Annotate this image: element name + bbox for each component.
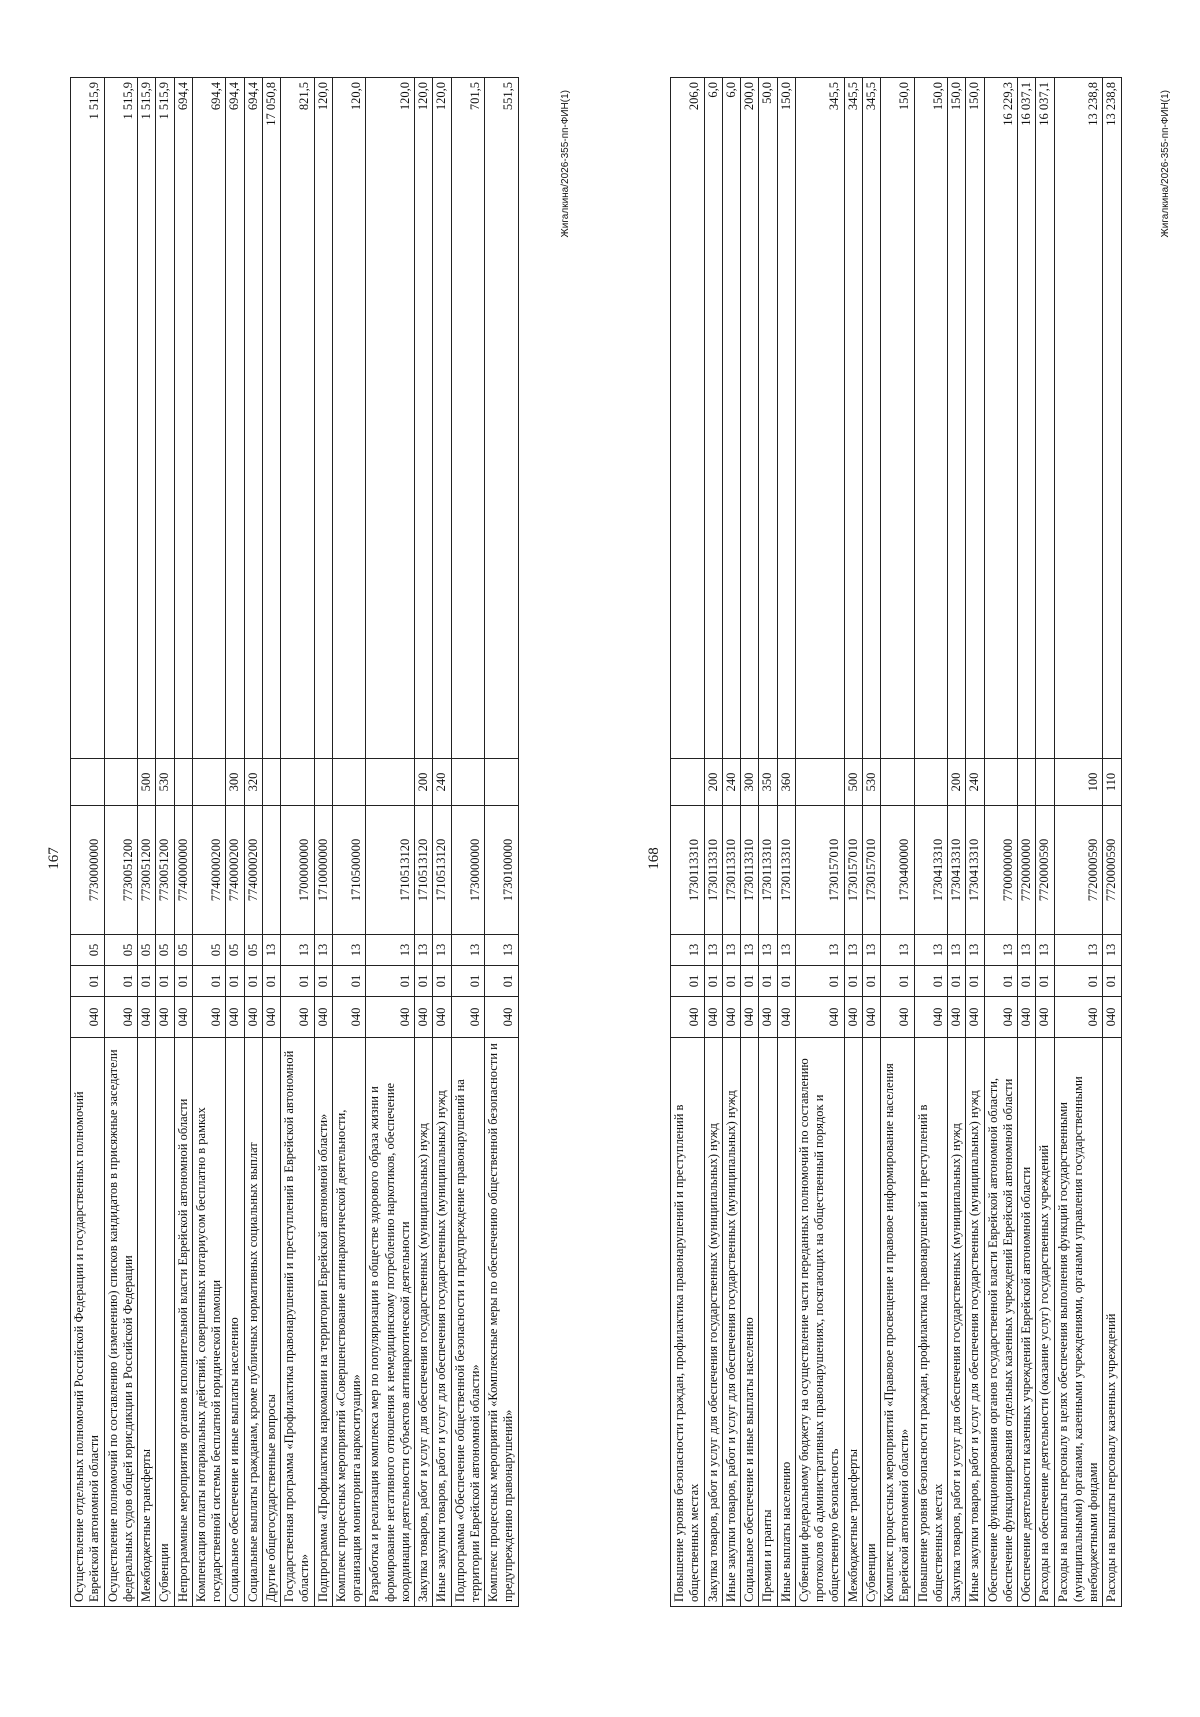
row-name: Расходы на обеспечение деятельности (оказание услуг) государственных учреждений <box>1036 1038 1054 1607</box>
section-code: 01 <box>415 966 433 997</box>
expense-type-code <box>314 759 332 806</box>
budget-page <box>40 0 575 1717</box>
table-row <box>777 78 795 1607</box>
amount: 120,0 <box>415 78 433 759</box>
ministry-code: 040 <box>485 997 519 1038</box>
ministry-code: 040 <box>777 997 795 1038</box>
target-article-code: 1710500000 <box>332 806 366 935</box>
subsection-code: 05 <box>244 935 262 966</box>
section-code: 01 <box>795 966 844 997</box>
row-name: Расходы на выплаты персоналу в целях обеспечения выполнения функций государственными (муниципальными) органами, казенными учреждениями, органами управления государственными внебюджетными фондами <box>1054 1038 1103 1607</box>
ministry-code: 040 <box>192 997 226 1038</box>
table-row <box>984 78 1018 1607</box>
subsection-code: 13 <box>485 935 519 966</box>
expense-type-code: 240 <box>433 759 451 806</box>
table-row <box>759 78 777 1607</box>
table-row <box>314 78 332 1607</box>
subsection-code: 13 <box>1103 935 1121 966</box>
expense-type-code <box>366 759 415 806</box>
row-name: Расходы на выплаты персоналу казенных учреждений <box>1103 1038 1121 1607</box>
section-code: 01 <box>1103 966 1121 997</box>
ministry-code: 040 <box>671 997 705 1038</box>
amount: 701,5 <box>451 78 485 759</box>
section-code: 01 <box>244 966 262 997</box>
row-name: Комплекс процессных мероприятий «Комплексные меры по обеспечению общественной безопасности и предупреждению правонарушений» <box>485 1038 519 1607</box>
amount: 16 037,1 <box>1036 78 1054 759</box>
row-name: Социальное обеспечение и иные выплаты населению <box>741 1038 759 1607</box>
subsection-code: 13 <box>759 935 777 966</box>
ministry-code: 040 <box>332 997 366 1038</box>
section-code: 01 <box>485 966 519 997</box>
budget-table <box>670 77 1122 1607</box>
section-code: 01 <box>156 966 174 997</box>
target-article-code: 7720000590 <box>1103 806 1121 935</box>
ministry-code: 040 <box>722 997 740 1038</box>
subsection-code: 13 <box>881 935 915 966</box>
subsection-code: 13 <box>844 935 862 966</box>
subsection-code: 05 <box>138 935 156 966</box>
ministry-code: 040 <box>366 997 415 1038</box>
ministry-code: 040 <box>451 997 485 1038</box>
table-row <box>281 78 315 1607</box>
section-code: 01 <box>314 966 332 997</box>
row-name: Субвенции федеральному бюджету на осуществление части переданных полномочий по составлению протоколов об административных правонарушениях, посягающих на общественный порядок и общественную безопасность <box>795 1038 844 1607</box>
table-row <box>332 78 366 1607</box>
ministry-code: 040 <box>844 997 862 1038</box>
ministry-code: 040 <box>948 997 966 1038</box>
expense-type-code <box>671 759 705 806</box>
table-row <box>1018 78 1036 1607</box>
subsection-code: 13 <box>948 935 966 966</box>
row-name: Комплекс процессных мероприятий «Совершенствование антинаркотической деятельности, организация мониторинга наркоситуации» <box>332 1038 366 1607</box>
expense-type-code: 500 <box>138 759 156 806</box>
expense-type-code <box>795 759 844 806</box>
amount: 551,5 <box>485 78 519 759</box>
target-article-code <box>262 806 280 935</box>
section-code: 01 <box>138 966 156 997</box>
target-article-code: 7730051200 <box>156 806 174 935</box>
subsection-code: 13 <box>1018 935 1036 966</box>
target-article-code: 1710513120 <box>366 806 415 935</box>
table-row <box>244 78 262 1607</box>
target-article-code: 7730051200 <box>138 806 156 935</box>
amount: 1 515,9 <box>104 78 138 759</box>
table-row <box>226 78 244 1607</box>
amount: 120,0 <box>366 78 415 759</box>
section-code: 01 <box>1054 966 1103 997</box>
table-row <box>795 78 844 1607</box>
amount: 120,0 <box>332 78 366 759</box>
table-row <box>1103 78 1121 1607</box>
section-code: 01 <box>984 966 1018 997</box>
section-code: 01 <box>104 966 138 997</box>
subsection-code: 13 <box>314 935 332 966</box>
subsection-code: 13 <box>914 935 948 966</box>
target-article-code: 7720000590 <box>1054 806 1103 935</box>
section-code: 01 <box>948 966 966 997</box>
subsection-code: 13 <box>966 935 984 966</box>
target-article-code: 1730113310 <box>722 806 740 935</box>
row-name: Разработка и реализация комплекса мер по популяризации в обществе здорового образа жизни и формирование негативного отношения к немедицинскому потреблению наркотиков, обеспечение координации деятельности субъектов антинаркотической деятельности <box>366 1038 415 1607</box>
amount: 694,4 <box>226 78 244 759</box>
section-code: 01 <box>71 966 105 997</box>
subsection-code: 05 <box>104 935 138 966</box>
table-row <box>138 78 156 1607</box>
table-row <box>881 78 915 1607</box>
row-name: Подпрограмма «Профилактика наркомании на территории Еврейской автономной области» <box>314 1038 332 1607</box>
table-row <box>948 78 966 1607</box>
expense-type-code: 200 <box>415 759 433 806</box>
section-code: 01 <box>281 966 315 997</box>
table-row <box>156 78 174 1607</box>
row-name: Закупка товаров, работ и услуг для обеспечения государственных (муниципальных) нужд <box>948 1038 966 1607</box>
amount: 150,0 <box>777 78 795 759</box>
row-name: Повышение уровня безопасности граждан, профилактика правонарушений и преступлений в общественных местах <box>671 1038 705 1607</box>
amount: 150,0 <box>948 78 966 759</box>
expense-type-code <box>451 759 485 806</box>
subsection-code: 13 <box>795 935 844 966</box>
subsection-code: 13 <box>281 935 315 966</box>
table-row <box>844 78 862 1607</box>
row-name: Межбюджетные трансферты <box>138 1038 156 1607</box>
amount: 345,5 <box>862 78 880 759</box>
ministry-code: 040 <box>433 997 451 1038</box>
target-article-code: 7720000590 <box>1036 806 1054 935</box>
row-name: Повышение уровня безопасности граждан, профилактика правонарушений и преступлений в общественных местах <box>914 1038 948 1607</box>
section-code: 01 <box>366 966 415 997</box>
row-name: Иные закупки товаров, работ и услуг для обеспечения государственных (муниципальных) нужд <box>722 1038 740 1607</box>
ministry-code: 040 <box>174 997 192 1038</box>
row-name: Иные закупки товаров, работ и услуг для обеспечения государственных (муниципальных) нужд <box>966 1038 984 1607</box>
section-code: 01 <box>226 966 244 997</box>
table-row <box>104 78 138 1607</box>
target-article-code: 7740000200 <box>244 806 262 935</box>
subsection-code: 05 <box>192 935 226 966</box>
table-row <box>741 78 759 1607</box>
subsection-code: 13 <box>1036 935 1054 966</box>
target-article-code: 7700000000 <box>984 806 1018 935</box>
amount: 6,0 <box>704 78 722 759</box>
ministry-code: 040 <box>914 997 948 1038</box>
rotated-page-content <box>40 0 575 1717</box>
ministry-code: 040 <box>984 997 1018 1038</box>
subsection-code: 13 <box>415 935 433 966</box>
expense-type-code <box>881 759 915 806</box>
amount: 150,0 <box>914 78 948 759</box>
ministry-code: 040 <box>741 997 759 1038</box>
ministry-code: 040 <box>759 997 777 1038</box>
ministry-code: 040 <box>104 997 138 1038</box>
ministry-code: 040 <box>1054 997 1103 1038</box>
expense-type-code: 300 <box>741 759 759 806</box>
amount: 150,0 <box>881 78 915 759</box>
footer-note: Жигалкина/2026-355-пп-ФИН(1) <box>560 90 571 238</box>
table-row <box>71 78 105 1607</box>
target-article-code: 1730000000 <box>451 806 485 935</box>
expense-type-code: 110 <box>1103 759 1121 806</box>
row-name: Осуществление отдельных полномочий Российской Федерации и государственных полномочий Еврейской автономной области <box>71 1038 105 1607</box>
amount: 16 229,3 <box>984 78 1018 759</box>
expense-type-code: 530 <box>862 759 880 806</box>
amount: 50,0 <box>759 78 777 759</box>
target-article-code: 1730157010 <box>844 806 862 935</box>
target-article-code: 1710513120 <box>415 806 433 935</box>
footer-note: Жигалкина/2026-355-пп-ФИН(1) <box>1160 90 1171 238</box>
target-article-code: 1700000000 <box>281 806 315 935</box>
row-name: Государственная программа «Профилактика правонарушений и преступлений в Еврейской автономной области» <box>281 1038 315 1607</box>
target-article-code: 1710513120 <box>433 806 451 935</box>
rotated-page-content <box>640 0 1175 1717</box>
table-row <box>1054 78 1103 1607</box>
amount: 694,4 <box>174 78 192 759</box>
table-row <box>1036 78 1054 1607</box>
subsection-code: 13 <box>451 935 485 966</box>
table-row <box>485 78 519 1607</box>
expense-type-code <box>485 759 519 806</box>
target-article-code: 1730413310 <box>966 806 984 935</box>
budget-table <box>70 77 519 1607</box>
row-name: Подпрограмма «Обеспечение общественной безопасности и предупреждение правонарушений на территории Еврейской автономной области» <box>451 1038 485 1607</box>
section-code: 01 <box>966 966 984 997</box>
row-name: Непрограммные мероприятия органов исполнительной власти Еврейской автономной области <box>174 1038 192 1607</box>
row-name: Закупка товаров, работ и услуг для обеспечения государственных (муниципальных) нужд <box>415 1038 433 1607</box>
target-article-code: 7730051200 <box>104 806 138 935</box>
target-article-code: 1730100000 <box>485 806 519 935</box>
target-article-code: 1730113310 <box>759 806 777 935</box>
amount: 345,5 <box>844 78 862 759</box>
row-name: Социальное обеспечение и иные выплаты населению <box>226 1038 244 1607</box>
subsection-code: 13 <box>671 935 705 966</box>
table-row <box>704 78 722 1607</box>
page-number: 168 <box>646 847 662 870</box>
table-row <box>914 78 948 1607</box>
expense-type-code <box>174 759 192 806</box>
section-code: 01 <box>722 966 740 997</box>
row-name: Иные выплаты населению <box>777 1038 795 1607</box>
amount: 206,0 <box>671 78 705 759</box>
section-code: 01 <box>174 966 192 997</box>
section-code: 01 <box>1018 966 1036 997</box>
ministry-code: 040 <box>704 997 722 1038</box>
row-name: Обеспечение деятельности казенных учреждений Еврейской автономной области <box>1018 1038 1036 1607</box>
subsection-code: 13 <box>777 935 795 966</box>
table-row <box>415 78 433 1607</box>
ministry-code: 040 <box>415 997 433 1038</box>
target-article-code: 7720000000 <box>1018 806 1036 935</box>
table-row <box>862 78 880 1607</box>
subsection-code: 13 <box>433 935 451 966</box>
expense-type-code <box>1036 759 1054 806</box>
ministry-code: 040 <box>226 997 244 1038</box>
expense-type-code <box>1018 759 1036 806</box>
target-article-code: 1730113310 <box>741 806 759 935</box>
ministry-code: 040 <box>1018 997 1036 1038</box>
subsection-code: 13 <box>1054 935 1103 966</box>
row-name: Социальные выплаты гражданам, кроме публичных нормативных социальных выплат <box>244 1038 262 1607</box>
target-article-code: 7740000200 <box>226 806 244 935</box>
row-name: Субвенции <box>156 1038 174 1607</box>
amount: 821,5 <box>281 78 315 759</box>
amount: 13 238,8 <box>1054 78 1103 759</box>
expense-type-code: 360 <box>777 759 795 806</box>
amount: 1 515,9 <box>71 78 105 759</box>
row-name: Премии и гранты <box>759 1038 777 1607</box>
target-article-code: 1710000000 <box>314 806 332 935</box>
expense-type-code <box>262 759 280 806</box>
expense-type-code: 350 <box>759 759 777 806</box>
target-article-code: 1730413310 <box>914 806 948 935</box>
amount: 13 238,8 <box>1103 78 1121 759</box>
section-code: 01 <box>844 966 862 997</box>
section-code: 01 <box>451 966 485 997</box>
subsection-code: 13 <box>741 935 759 966</box>
section-code: 01 <box>192 966 226 997</box>
ministry-code: 040 <box>156 997 174 1038</box>
expense-type-code <box>914 759 948 806</box>
ministry-code: 040 <box>881 997 915 1038</box>
table-row <box>366 78 415 1607</box>
amount: 345,5 <box>795 78 844 759</box>
row-name: Осуществление полномочий по составлению (изменению) списков кандидатов в присяжные заседатели федеральных судов общей юрисдикции в Российской Федерации <box>104 1038 138 1607</box>
ministry-code: 040 <box>314 997 332 1038</box>
target-article-code: 1730157010 <box>795 806 844 935</box>
ministry-code: 040 <box>138 997 156 1038</box>
amount: 200,0 <box>741 78 759 759</box>
section-code: 01 <box>881 966 915 997</box>
table-row <box>174 78 192 1607</box>
ministry-code: 040 <box>71 997 105 1038</box>
table-row <box>192 78 226 1607</box>
ministry-code: 040 <box>1103 997 1121 1038</box>
expense-type-code <box>332 759 366 806</box>
ministry-code: 040 <box>862 997 880 1038</box>
row-name: Компенсация оплаты нотариальных действий, совершенных нотариусом бесплатно в рамках государственной системы бесплатной юридической помощи <box>192 1038 226 1607</box>
subsection-code: 13 <box>722 935 740 966</box>
target-article-code: 1730113310 <box>671 806 705 935</box>
row-name: Обеспечение функционирования органов государственной власти Еврейской автономной области, обеспечение функционирования отдельных казенных учреждений Еврейской автономной области <box>984 1038 1018 1607</box>
section-code: 01 <box>777 966 795 997</box>
ministry-code: 040 <box>795 997 844 1038</box>
expense-type-code <box>71 759 105 806</box>
section-code: 01 <box>914 966 948 997</box>
section-code: 01 <box>862 966 880 997</box>
amount: 694,4 <box>244 78 262 759</box>
page-number: 167 <box>46 847 62 870</box>
section-code: 01 <box>671 966 705 997</box>
expense-type-code: 200 <box>948 759 966 806</box>
target-article-code: 1730413310 <box>948 806 966 935</box>
subsection-code: 05 <box>226 935 244 966</box>
expense-type-code: 240 <box>966 759 984 806</box>
subsection-code: 13 <box>984 935 1018 966</box>
section-code: 01 <box>262 966 280 997</box>
expense-type-code: 200 <box>704 759 722 806</box>
subsection-code: 13 <box>704 935 722 966</box>
row-name: Межбюджетные трансферты <box>844 1038 862 1607</box>
section-code: 01 <box>433 966 451 997</box>
amount: 1 515,9 <box>156 78 174 759</box>
target-article-code: 1730157010 <box>862 806 880 935</box>
amount: 17 050,8 <box>262 78 280 759</box>
subsection-code: 05 <box>174 935 192 966</box>
expense-type-code: 320 <box>244 759 262 806</box>
ministry-code: 040 <box>262 997 280 1038</box>
target-article-code: 1730400000 <box>881 806 915 935</box>
subsection-code: 13 <box>366 935 415 966</box>
subsection-code: 05 <box>71 935 105 966</box>
expense-type-code <box>984 759 1018 806</box>
table-row <box>966 78 984 1607</box>
row-name: Другие общегосударственные вопросы <box>262 1038 280 1607</box>
amount: 694,4 <box>192 78 226 759</box>
amount: 120,0 <box>314 78 332 759</box>
expense-type-code: 530 <box>156 759 174 806</box>
target-article-code: 1730113310 <box>704 806 722 935</box>
subsection-code: 05 <box>156 935 174 966</box>
section-code: 01 <box>704 966 722 997</box>
row-name: Иные закупки товаров, работ и услуг для обеспечения государственных (муниципальных) нужд <box>433 1038 451 1607</box>
ministry-code: 040 <box>244 997 262 1038</box>
section-code: 01 <box>1036 966 1054 997</box>
ministry-code: 040 <box>281 997 315 1038</box>
subsection-code: 13 <box>862 935 880 966</box>
subsection-code: 13 <box>332 935 366 966</box>
amount: 16 037,1 <box>1018 78 1036 759</box>
target-article-code: 7740000200 <box>192 806 226 935</box>
target-article-code: 7740000000 <box>174 806 192 935</box>
expense-type-code: 300 <box>226 759 244 806</box>
ministry-code: 040 <box>966 997 984 1038</box>
expense-type-code <box>281 759 315 806</box>
section-code: 01 <box>741 966 759 997</box>
expense-type-code <box>192 759 226 806</box>
table-row <box>671 78 705 1607</box>
ministry-code: 040 <box>1036 997 1054 1038</box>
section-code: 01 <box>759 966 777 997</box>
section-code: 01 <box>332 966 366 997</box>
row-name: Комплекс процессных мероприятий «Правовое просвещение и правовое информирование населения Еврейской автономной области» <box>881 1038 915 1607</box>
table-row <box>433 78 451 1607</box>
row-name: Субвенции <box>862 1038 880 1607</box>
target-article-code: 1730113310 <box>777 806 795 935</box>
amount: 6,0 <box>722 78 740 759</box>
row-name: Закупка товаров, работ и услуг для обеспечения государственных (муниципальных) нужд <box>704 1038 722 1607</box>
table-row <box>262 78 280 1607</box>
expense-type-code <box>104 759 138 806</box>
amount: 150,0 <box>966 78 984 759</box>
expense-type-code: 240 <box>722 759 740 806</box>
subsection-code: 13 <box>262 935 280 966</box>
table-row <box>722 78 740 1607</box>
amount: 1 515,9 <box>138 78 156 759</box>
table-row <box>451 78 485 1607</box>
budget-page <box>640 0 1175 1717</box>
expense-type-code: 100 <box>1054 759 1103 806</box>
amount: 120,0 <box>433 78 451 759</box>
expense-type-code: 500 <box>844 759 862 806</box>
target-article-code: 7730000000 <box>71 806 105 935</box>
